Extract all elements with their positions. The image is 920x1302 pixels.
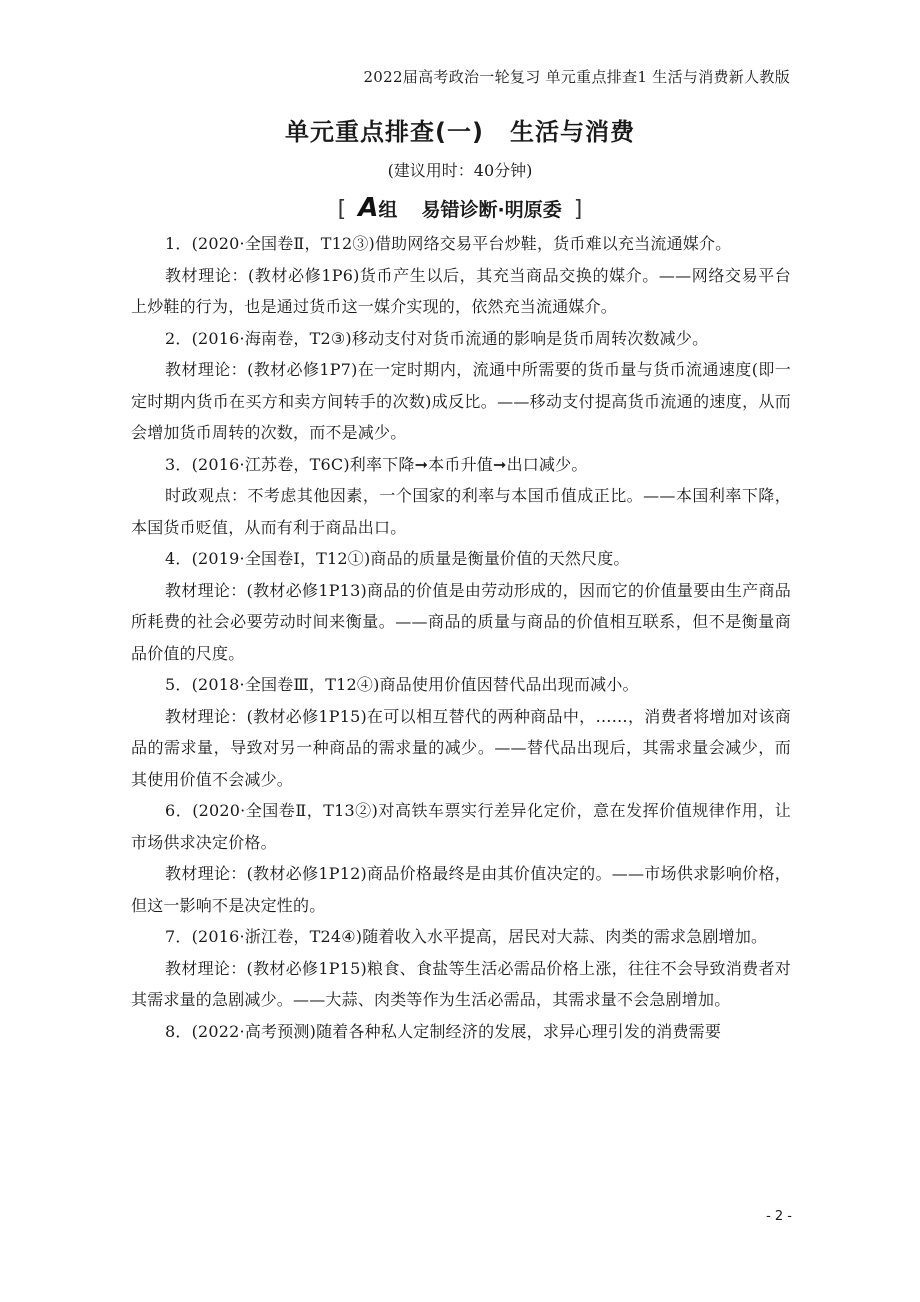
group-title: 易错诊断·明原委 (421, 199, 562, 221)
group-letter: A (358, 193, 379, 223)
question-list (131, 228, 791, 1047)
question-8: 8．(2022·高考预测)随着各种私人定制经济的发展，求异心理引发的消费需要 (165, 1021, 722, 1041)
question-5: 5．(2018·全国卷Ⅲ，T12④)商品使用价值因替代品出现而减小。 (165, 675, 639, 694)
suggested-time: (建议用时：40分钟) (387, 161, 533, 180)
question-6: 6．(2020·全国卷Ⅱ，T13②)对高铁车票实行差异化定价，意在发挥价值规律作用，让市场供求决定价格。 (131, 801, 791, 852)
title-main: 单元重点排查(一) (285, 118, 484, 146)
explanation-6: 教材理论：(教材必修1P12)商品价格最终是由其价值决定的。——市场供求影响价格，但这一影响不是决定性的。 (131, 864, 791, 915)
question-4: 4．(2019·全国卷Ⅰ，T12①)商品的质量是衡量价值的天然尺度。 (165, 549, 630, 568)
question-7: 7．(2016·浙江卷，T24④)随着收入水平提高，居民对大蒜、肉类的需求急剧增加。 (165, 927, 768, 946)
question-1: 1．(2020·全国卷Ⅱ，T12③)借助网络交易平台炒鞋，货币难以充当流通媒介。 (165, 234, 732, 253)
group-open-bracket: [ (337, 197, 347, 222)
group-close-bracket: ] (573, 197, 583, 222)
explanation-7: 教材理论：(教材必修1P15)粮食、食盐等生活必需品价格上涨，往往不会导致消费者对其需求量的急剧减少。——大蒜、肉类等作为生活必需品，其需求量不会急剧增加。 (131, 958, 791, 1009)
page-title (0, 112, 920, 147)
explanation-2: 教材理论：(教材必修1P7)在一定时期内，流通中所需要的货币量与货币流通速度(即一定时期内货币在买方和卖方间转手的次数)成反比。——移动支付提高货币流通的速度，从而会增加货币周转的次数，而不是减少。 (131, 360, 791, 442)
running-header: 2022届高考政治一轮复习 单元重点排查1 生活与消费新人教版 (363, 68, 790, 86)
group-label: 组 (378, 199, 398, 221)
title-topic: 生活与消费 (509, 118, 635, 146)
explanation-3: 时政观点：不考虑其他因素，一个国家的利率与本国币值成正比。——本国利率下降，本国货币贬值，从而有利于商品出口。 (131, 486, 791, 537)
page-number: - 2 - (766, 1209, 792, 1224)
explanation-1: 教材理论：(教材必修1P6)货币产生以后，其充当商品交换的媒介。——网络交易平台上炒鞋的行为，也是通过货币这一媒介实现的，依然充当流通媒介。 (131, 265, 791, 316)
explanation-5: 教材理论：(教材必修1P15)在可以相互替代的两种商品中，……，消费者将增加对该商品的需求量，导致对另一种商品的需求量的减少。——替代品出现后，其需求量会减少，而其使用价值不会减少。 (131, 706, 791, 789)
question-2: 2．(2016·海南卷，T2③)移动支付对货币流通的影响是货币周转次数减少。 (165, 328, 709, 348)
explanation-4: 教材理论：(教材必修1P13)商品的价值是由劳动形成的，因而它的价值量要由生产商品所耗费的社会必要劳动时间来衡量。——商品的质量与商品的价值相互联系，但不是衡量商品价值的尺度。 (131, 580, 791, 663)
group-banner (0, 193, 920, 223)
question-3: 3．(2016·江苏卷，T6C)利率下降➞本币升值➞出口减少。 (165, 454, 588, 474)
